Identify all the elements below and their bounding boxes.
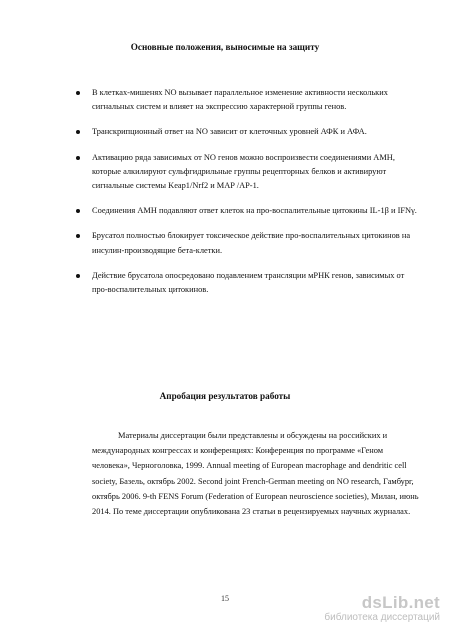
list-item-text: Действие брусатола опосредовано подавлением трансляции мРНК генов, зависимых от про-воспалительных цитокинов. [92, 270, 405, 295]
bullet-icon [76, 234, 80, 238]
watermark-caption: библиотека диссертаций [324, 612, 440, 623]
bullet-icon [76, 91, 80, 95]
list-item [70, 125, 420, 139]
list-item [70, 229, 420, 257]
bullet-icon [76, 130, 80, 134]
watermark-logo: dsLib.net [361, 593, 440, 612]
list-item-text: Транскрипционный ответ на NO зависит от клеточных уровней АФК и АФА. [92, 127, 367, 137]
site-watermark[interactable] [324, 594, 440, 624]
section-heading-approbation: Апробация результатов работы [159, 391, 291, 401]
list-item [70, 204, 420, 218]
list-item [70, 151, 420, 194]
list-item-text: Активацию ряда зависимых от NO генов можно воспроизвести соединениями АМН, которые алкилируют сульфгидрильные группы рецепторных белков и активируют сигнальные системы Keap1/Nrf2 и MAP /AP-1. [92, 152, 395, 191]
page-number: 15 [221, 594, 229, 603]
theses-list [70, 86, 420, 308]
section-heading-theses: Основные положения, выносимые на защиту [130, 42, 320, 52]
bullet-icon [76, 156, 80, 160]
list-item-text: Брусатол полностью блокирует токсическое действие про-воспалительных цитокинов на инсулин-производящие бета-клетки. [92, 231, 411, 255]
list-item [70, 86, 420, 114]
list-item [70, 269, 420, 297]
list-item-text: В клетках-мишенях NO вызывает параллельное изменение активности нескольких сигнальных систем и влияет на экспрессию характерной группы генов. [92, 88, 388, 112]
list-item-text: Соединения АМН подавляют ответ клеток на про-воспалительные цитокины IL-1β и IFNγ. [92, 206, 417, 216]
bullet-icon [76, 209, 80, 213]
bullet-icon [76, 274, 80, 278]
approbation-paragraph: Материалы диссертации были представлены и обсуждены на российских и международных конгрессах и конференциях: Конференция по программе «Геном человека», Черноголовка, 1999. Annual meeting of European macrophage and dendritic cell society, Базель, октябрь 2002. Second joint French-German meeting on NO research, Гамбург, октябрь 2006. 9-th FENS Forum (Federation of European neuroscience societies), Милан, июнь 2014. По теме диссертации опубликована 23 статьи в рецензируемых научных журналах. [92, 431, 419, 517]
